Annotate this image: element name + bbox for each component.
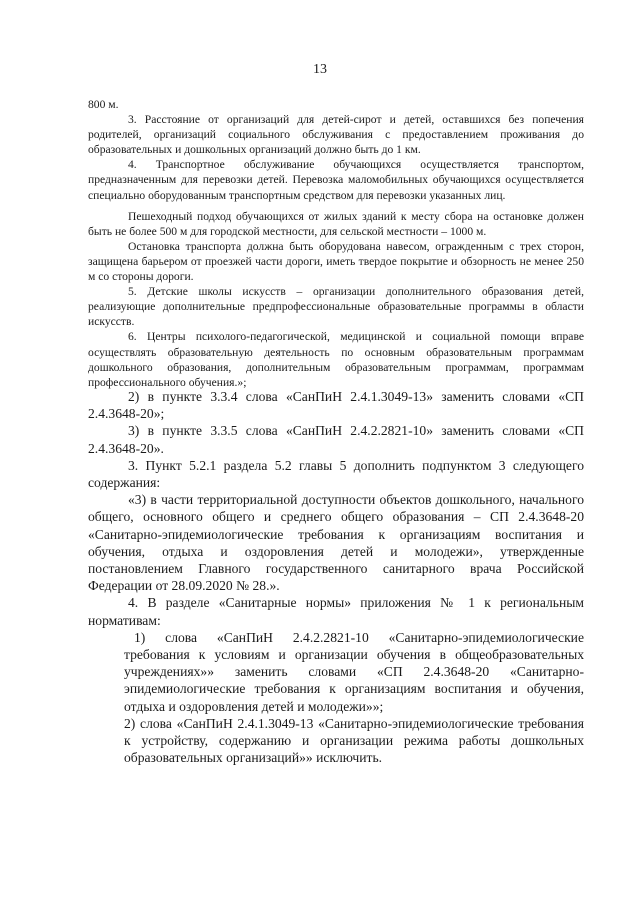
paragraph-continuation: 800 м. — [88, 98, 119, 111]
paragraph-item-5: 5. Детские школы искусств – организации дополнительного образования детей, реализующие дополнительные предпрофессиональные образовательные программы в области искусств. — [88, 285, 584, 329]
paragraph-item-4: 4. Транспортное обслуживание обучающихся осуществляется транспортом, предназначенным для перевозки детей. Перевозка маломобильных обучающихся осуществляется специально оборудованным транспортным средством для перевозки указанных лиц. — [88, 158, 584, 202]
paragraph-quote: «3) в части территориальной доступности объектов дошкольного, начального общего, основного общего и среднего общего образования – СП 2.4.3648-20 «Санитарно-эпидемиологические требования к организациям воспитания и обучения, отдыха и оздоровления детей и молодежи», утвержденные постановлением Главного государственного санитарного врача Российской Федерации от 28.09.2020 № 28.». — [88, 492, 584, 594]
paragraph-pedestrian-access: Пешеходный подход обучающихся от жилых зданий к месту сбора на остановке должен быть не более 500 м для городской местности, для сельской местности – 1000 м. — [88, 209, 584, 238]
document-section-bottom — [88, 388, 584, 766]
document-section-top — [88, 97, 584, 390]
paragraph-amend-3: 3) в пункте 3.3.5 слова «СанПиН 2.4.2.2821-10» заменить словами «СП 2.4.3648-20». — [88, 423, 584, 456]
paragraph-item-6: 6. Центры психолого-педагогической, медицинской и социальной помощи вправе осуществлять образовательную деятельность по основным образовательным программам дошкольного образования, дополнительным образовательным программам, программам профессионального обучения.»; — [88, 330, 584, 389]
paragraph-amend-2: 2) в пункте 3.3.4 слова «СанПиН 2.4.1.3049-13» заменить словами «СП 2.4.3648-20»; — [88, 389, 584, 422]
paragraph-subitem-2: 2) слова «СанПиН 2.4.1.3049-13 «Санитарно-эпидемиологические требования к устройству, содержанию и организации режима работы дошкольных образовательных организаций»» исключить. — [124, 715, 584, 766]
paragraph-point-4: 4. В разделе «Санитарные нормы» приложения № 1 к региональным нормативам: — [88, 595, 584, 628]
paragraph-bus-stop: Остановка транспорта должна быть оборудована навесом, огражденным с трех сторон, защищена барьером от проезжей части дороги, иметь твердое покрытие и обзорность не менее 250 м со стороны дороги. — [88, 239, 584, 284]
paragraph-point-3: 3. Пункт 5.2.1 раздела 5.2 главы 5 дополнить подпунктом 3 следующего содержания: — [88, 457, 584, 491]
paragraph-item-3: 3. Расстояние от организаций для детей-сирот и детей, оставшихся без попечения родителей, организаций социального обслуживания с предоставлением проживания до образовательных и дошкольных организаций должно быть до 1 км. — [88, 113, 584, 157]
page-number: 13 — [313, 62, 327, 77]
paragraph-subitem-1: 1) слова «СанПиН 2.4.2.2821-10 «Санитарно-эпидемиологические требования к условиям и организации обучения в общеобразовательных учреждениях»» заменить словами «СП 2.4.3648-20 «Санитарно-эпидемиологические требования к организациям воспитания и обучения, отдыха и оздоровления детей и молодежи»»; — [124, 629, 584, 714]
